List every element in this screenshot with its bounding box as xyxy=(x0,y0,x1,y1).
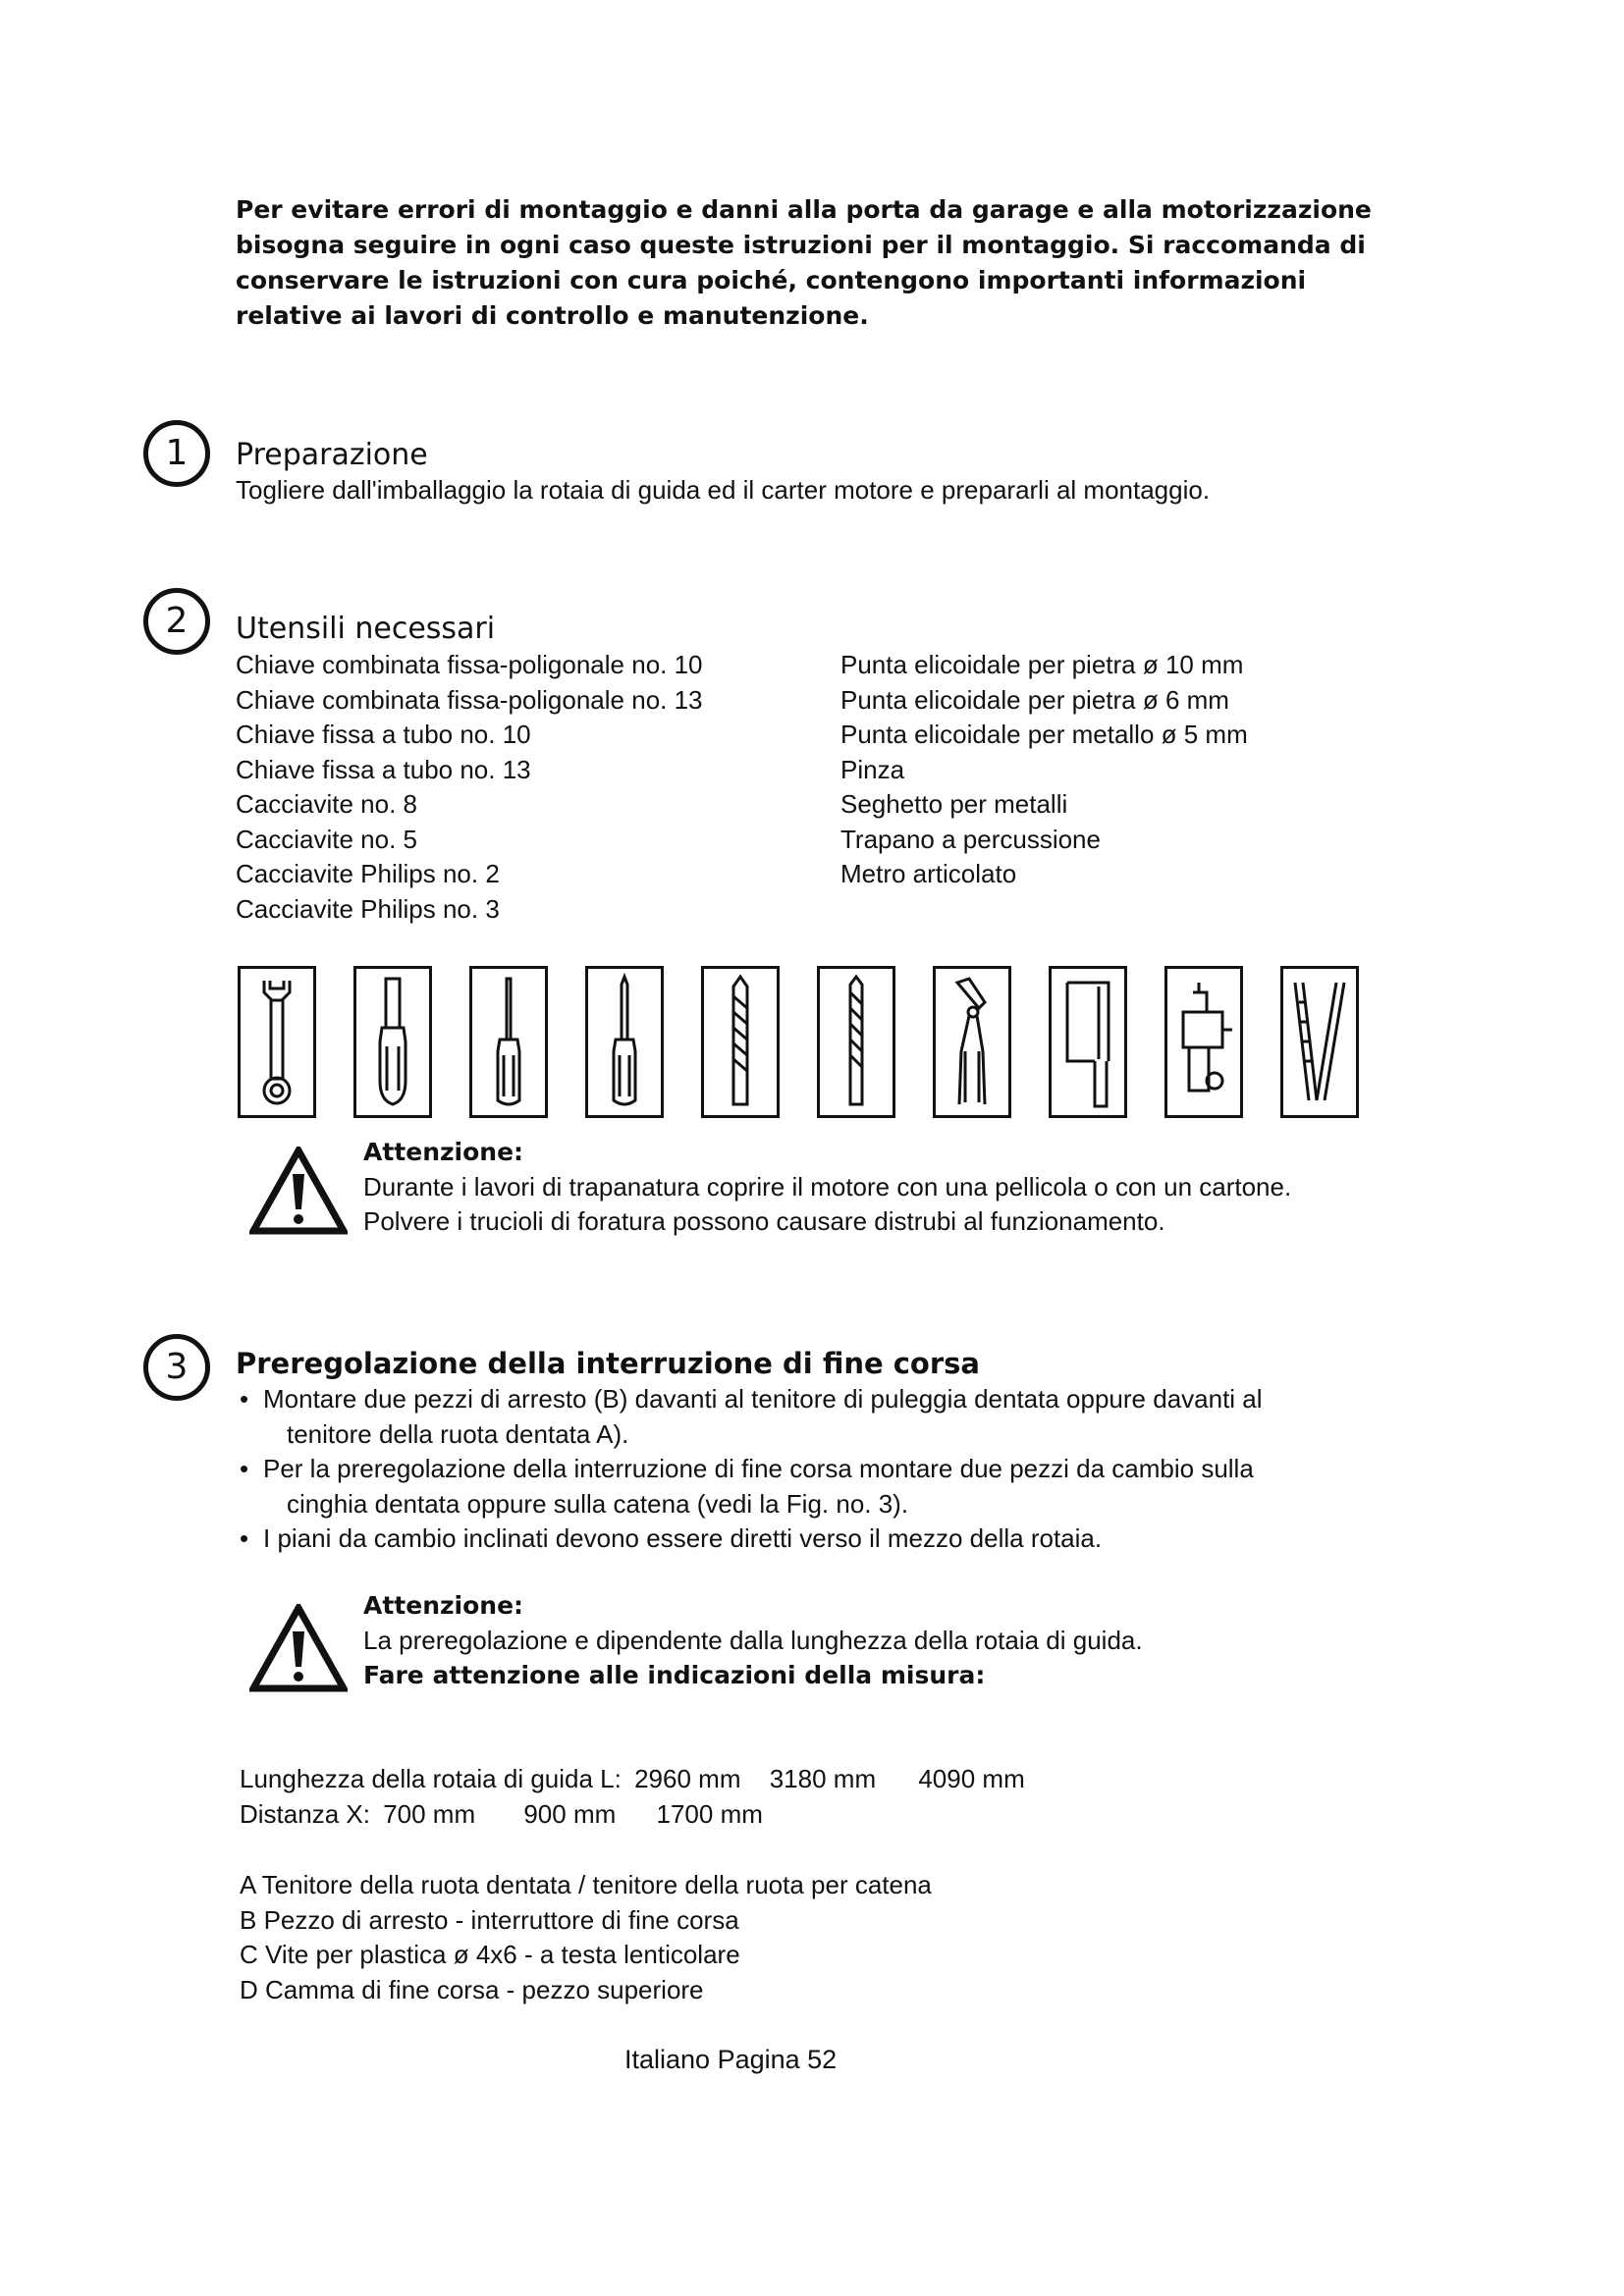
section-1-title: Preparazione xyxy=(236,438,428,472)
warning-icon xyxy=(249,1604,348,1692)
warning-title: Attenzione: xyxy=(363,1138,524,1166)
hammer-drill-icon xyxy=(1164,966,1243,1118)
metal-drill-bit-icon xyxy=(817,966,895,1118)
list-item: Punta elicoidale per metallo ø 5 mm xyxy=(840,720,1248,749)
page-footer: Italiano Pagina 52 xyxy=(624,2045,838,2074)
list-item: Metro articolato xyxy=(840,859,1017,888)
list-item: Chiave combinata fissa-poligonale no. 13 xyxy=(236,684,703,715)
tools-list-right xyxy=(840,648,1390,892)
list-item: Cacciavite no. 5 xyxy=(236,824,417,854)
intro-paragraph: Per evitare errori di montaggio e danni alla porta da garage e alla motorizzazione bisogna seguire in ogni caso queste istruzioni per il montaggio. Si raccomanda di conservare le istruzioni con cura poiché, contengono importanti informazioni relative ai lavori di controllo e manutenzione. xyxy=(236,195,1372,330)
tool-illustrations xyxy=(238,966,1377,1123)
list-item: Trapano a percussione xyxy=(840,824,1101,854)
step-1-number: 1 xyxy=(143,420,210,487)
wrench-icon xyxy=(238,966,316,1118)
warning-line: Polvere i trucioli di foratura possono causare distrubi al funzionamento. xyxy=(363,1206,1165,1236)
bullet-continuation: cinghia dentata oppure sulla catena (vedi la Fig. no. 3). xyxy=(287,1488,909,1519)
tools-list-left xyxy=(236,648,785,927)
warning-icon xyxy=(249,1147,348,1235)
warning-title: Attenzione: xyxy=(363,1591,524,1620)
list-item: Cacciavite Philips no. 3 xyxy=(236,893,500,924)
bullet-line: I piani da cambio inclinati devono essere diretti verso il mezzo della rotaia. xyxy=(263,1523,1103,1553)
distance-label: Distanza X: xyxy=(240,1798,370,1829)
list-item xyxy=(236,1522,1394,1557)
section-3-title: Preregolazione della interruzione di fine corsa xyxy=(236,1347,980,1380)
bullet-line: Montare due pezzi di arresto (B) davanti al tenitore di puleggia dentata oppure davanti al xyxy=(263,1384,1263,1414)
list-item: Punta elicoidale per pietra ø 6 mm xyxy=(840,684,1229,715)
warning-line: La preregolazione e dipendente dalla lunghezza della rotaia di guida. xyxy=(363,1625,1143,1655)
legend-item: A Tenitore della ruota dentata / tenitore della ruota per catena xyxy=(240,1870,932,1899)
stone-drill-bit-icon xyxy=(701,966,780,1118)
legend-item: D Camma di fine corsa - pezzo superiore xyxy=(240,1974,704,2004)
distance-row xyxy=(240,1797,1320,1833)
socket-wrench-icon xyxy=(353,966,432,1118)
list-item: Pinza xyxy=(840,754,905,784)
folding-rule-icon xyxy=(1280,966,1359,1118)
flat-screwdriver-icon xyxy=(469,966,548,1118)
distance-value: 1700 mm xyxy=(656,1798,763,1829)
bullet-continuation: tenitore della ruota dentata A). xyxy=(287,1418,629,1449)
warning-line-emphasis: Fare attenzione alle indicazioni della misura: xyxy=(363,1661,986,1689)
section-1-text: Togliere dall'imballaggio la rotaia di guida ed il carter motore e prepararli al montaggio. xyxy=(236,475,1211,505)
section-3-bullets xyxy=(236,1382,1394,1557)
length-label: Lunghezza della rotaia di guida L: xyxy=(240,1764,622,1793)
warning-line: Durante i lavori di trapanatura coprire il motore con una pellicola o con un cartone. xyxy=(363,1171,1292,1201)
step-2-number: 2 xyxy=(143,588,210,655)
list-item: Seghetto per metalli xyxy=(840,789,1068,819)
warning-block-drilling xyxy=(363,1135,1404,1240)
list-item: Cacciavite no. 8 xyxy=(236,789,417,819)
length-value: 3180 mm xyxy=(769,1764,877,1793)
section-2-title: Utensili necessari xyxy=(236,612,496,646)
parts-legend xyxy=(240,1868,1320,2007)
phillips-screwdriver-icon xyxy=(585,966,664,1118)
warning-block-measure xyxy=(363,1588,1404,1693)
list-item: Punta elicoidale per pietra ø 10 mm xyxy=(840,650,1244,679)
step-3-number: 3 xyxy=(143,1334,210,1401)
list-item xyxy=(236,1452,1394,1522)
legend-item: C Vite per plastica ø 4x6 - a testa lenticolare xyxy=(240,1940,740,1969)
length-value: 4090 mm xyxy=(918,1764,1025,1793)
bullet-line: Per la preregolazione della interruzione di fine corsa montare due pezzi da cambio sulla xyxy=(263,1454,1254,1483)
length-value: 2960 mm xyxy=(634,1764,741,1793)
list-item: Chiave fissa a tubo no. 13 xyxy=(236,754,531,784)
distance-value: 900 mm xyxy=(523,1798,617,1829)
length-row xyxy=(240,1762,1320,1797)
list-item xyxy=(236,1382,1394,1452)
distance-value: 700 mm xyxy=(383,1798,476,1829)
list-item: Chiave combinata fissa-poligonale no. 10 xyxy=(236,650,703,679)
hacksaw-icon xyxy=(1049,966,1127,1118)
list-item: Cacciavite Philips no. 2 xyxy=(236,859,500,888)
measurement-table xyxy=(240,1762,1320,1832)
list-item: Chiave fissa a tubo no. 10 xyxy=(236,720,531,749)
pliers-icon xyxy=(933,966,1011,1118)
legend-item: B Pezzo di arresto - interruttore di fine corsa xyxy=(240,1904,739,1935)
